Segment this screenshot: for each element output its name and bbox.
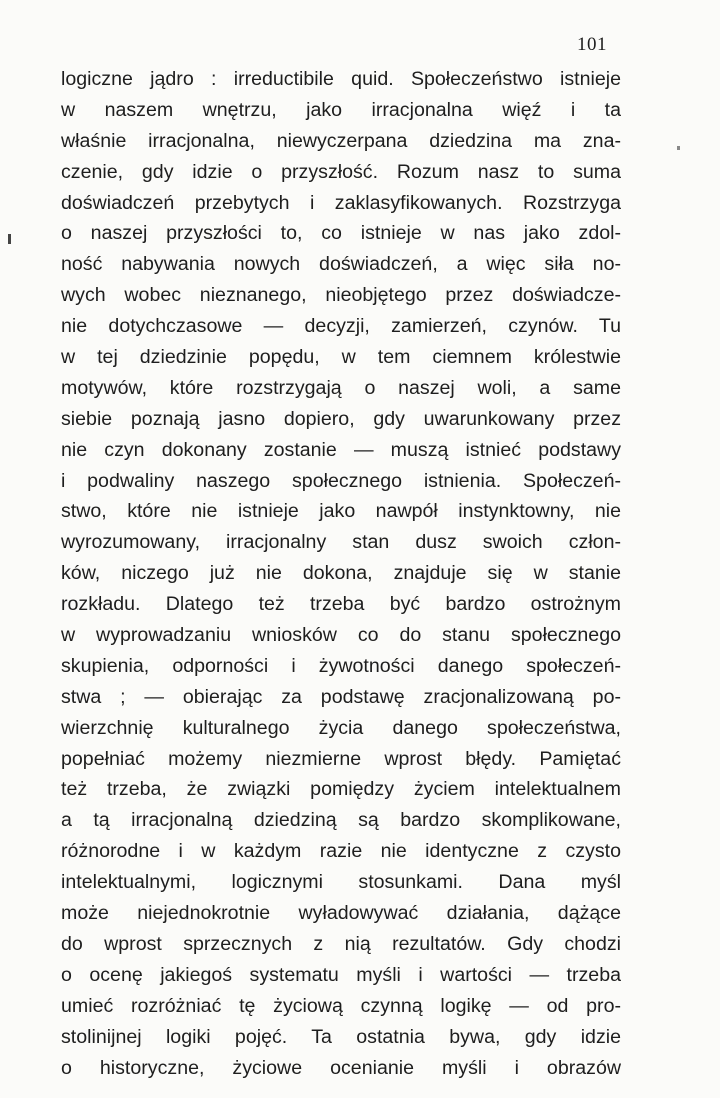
text-line: wyrozumowany, irracjonalny stan dusz swoich człon- (61, 531, 621, 554)
text-line: rozkładu. Dlatego też trzeba być bardzo ostrożnym (61, 593, 621, 616)
text-line: też trzeba, że związki pomiędzy życiem intelektualnem (61, 778, 621, 801)
text-line: ność nabywania nowych doświadczeń, a więc siła no- (61, 253, 621, 276)
text-line: popełniać możemy niezmierne wprost błędy. Pamiętać (61, 747, 621, 770)
text-line: w naszem wnętrzu, jako irracjonalna więź i ta (61, 98, 621, 121)
text-line: wierzchnię kulturalnego życia danego społeczeństwa, (61, 716, 621, 739)
text-line: o ocenę jakiegoś systematu myśli i wartości — trzeba (61, 963, 621, 986)
text-line: a tą irracjonalną dziedziną są bardzo skomplikowane, (61, 809, 621, 832)
text-line: o naszej przyszłości to, co istnieje w nas jako zdol- (61, 222, 621, 245)
text-line: do wprost sprzecznych z nią rezultatów. Gdy chodzi (61, 932, 621, 955)
text-line: wych wobec nieznanego, nieobjętego przez doświadcze- (61, 284, 621, 307)
page-number: 101 (577, 34, 607, 55)
body-text (61, 64, 621, 1083)
text-line: właśnie irracjonalna, niewyczerpana dziedzina ma zna- (61, 129, 621, 152)
text-line: stwa ; — obierając za podstawę zracjonalizowaną po- (61, 685, 621, 708)
text-line: różnorodne i w każdym razie nie identyczne z czysto (61, 840, 621, 863)
text-line: ków, niczego już nie dokona, znajduje się w stanie (61, 562, 621, 585)
text-line: stolinijnej logiki pojęć. Ta ostatnia bywa, gdy idzie (61, 1025, 621, 1048)
text-line: umieć rozróżniać tę życiową czynną logikę — od pro- (61, 994, 621, 1017)
text-line: stwo, które nie istnieje jako nawpół instynktowny, nie (61, 500, 621, 523)
text-line: nie czyn dokonany zostanie — muszą istnieć podstawy (61, 438, 621, 461)
scan-speck (8, 234, 11, 244)
text-line: siebie poznają jasno dopiero, gdy uwarunkowany przez (61, 407, 621, 430)
text-line: nie dotychczasowe — decyzji, zamierzeń, czynów. Tu (61, 315, 621, 338)
text-line: może niejednokrotnie wyładowywać działania, dążące (61, 902, 621, 925)
scan-speck (677, 146, 680, 150)
text-line: o historyczne, życiowe ocenianie myśli i obrazów (61, 1056, 621, 1079)
text-line: doświadczeń przebytych i zaklasyfikowanych. Rozstrzyga (61, 191, 621, 214)
text-line: skupienia, odporności i żywotności danego społeczeń- (61, 654, 621, 677)
text-line: w wyprowadzaniu wniosków co do stanu społecznego (61, 624, 621, 647)
text-line: intelektualnymi, logicznymi stosunkami. Dana myśl (61, 871, 621, 894)
text-line: logiczne jądro : irreductibile quid. Społeczeństwo istnieje (61, 68, 621, 90)
text-line: w tej dziedzinie popędu, w tem ciemnem królestwie (61, 346, 621, 369)
text-line: i podwaliny naszego społecznego istnienia. Społeczeń- (61, 469, 621, 492)
text-line: czenie, gdy idzie o przyszłość. Rozum nasz to suma (61, 160, 621, 183)
text-line: motywów, które rozstrzygają o naszej woli, a same (61, 376, 621, 399)
